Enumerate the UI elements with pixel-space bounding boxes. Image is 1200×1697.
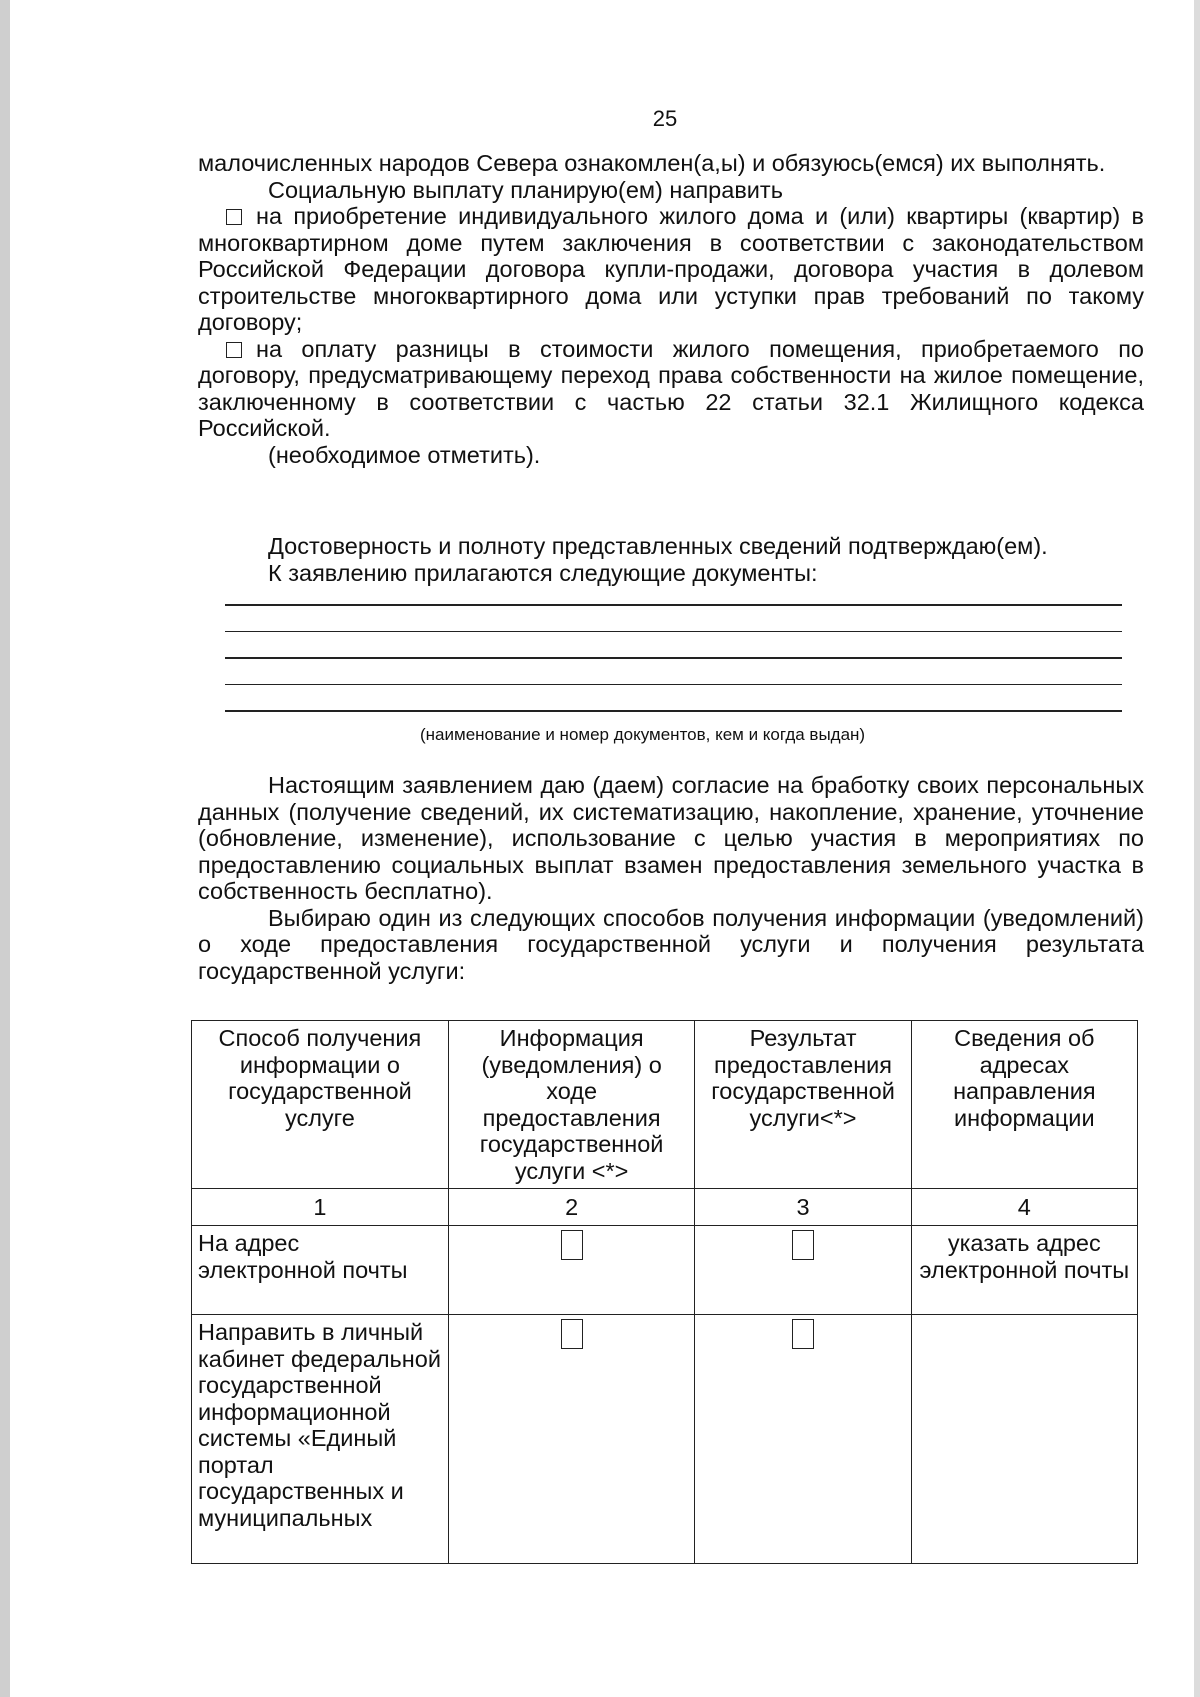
email-notifications-checkbox[interactable] — [561, 1230, 583, 1260]
scan-edge-left — [0, 0, 10, 1697]
documents-line[interactable] — [225, 604, 1122, 606]
email-result-checkbox[interactable] — [792, 1230, 814, 1260]
portal-result-cell — [695, 1315, 911, 1564]
documents-heading: К заявлению прилагаются следующие документы: — [268, 559, 818, 586]
option-purchase-checkbox[interactable] — [226, 209, 242, 225]
email-notifications-cell — [448, 1226, 695, 1315]
header-result: Результат предоставления государственной услуги<*> — [695, 1021, 911, 1189]
scan-edge-right — [1194, 0, 1200, 1697]
table-row — [192, 1315, 1138, 1564]
consent-section — [198, 772, 1144, 984]
confirm-section — [198, 533, 1144, 586]
option-purchase — [198, 203, 1144, 336]
option-difference — [198, 336, 1144, 442]
portal-notifications-checkbox[interactable] — [561, 1319, 583, 1349]
portal-address-field[interactable] — [911, 1315, 1137, 1564]
header-notifications: Информация (уведомления) о ходе предоставления государственной услуги <*> — [448, 1021, 695, 1189]
consent-paragraph: Настоящим заявлением даю (даем) согласие на бработку своих персональных данных (получение сведений, их систематизацию, накопление, хранение, уточнение (обновление, изменение), использование с целью участия в мероприятиях по предоставлению социальных выплат взамен предоставления земельного участка в собственность бесплатно). — [198, 772, 1144, 904]
method-portal: Направить в личный кабинет федеральной государственной информационной системы «Единый портал государственных и муниципальных — [192, 1315, 449, 1564]
column-number: 1 — [192, 1189, 449, 1226]
documents-caption: (наименование и номер документов, кем и когда выдан) — [420, 725, 866, 744]
option-difference-text: на оплату разницы в стоимости жилого помещения, приобретаемого по договору, предусматривающему переход права собственности на жилое помещение, заключенному в соответствии с частью 22 статьи 32.1 Жилищного кодекса Российской. — [198, 335, 1144, 441]
confirm-line: Достоверность и полноту представленных сведений подтверждаю(ем). — [268, 533, 1048, 559]
option-difference-checkbox[interactable] — [226, 342, 242, 358]
email-result-cell — [695, 1226, 911, 1315]
documents-line[interactable] — [225, 631, 1122, 633]
method-email: На адрес электронной почты — [192, 1226, 449, 1315]
continuation-text: малочисленных народов Севера ознакомлен(а,ы) и обязуюсь(емся) их выполнять. — [198, 150, 1106, 176]
table-row — [192, 1226, 1138, 1315]
method-choice-paragraph: Выбираю один из следующих способов получения информации (уведомлений) о ходе предоставления государственной услуги и получения результата государственной услуги: — [198, 904, 1144, 984]
column-number-row — [192, 1189, 1138, 1226]
header-method: Способ получения информации о государственной услуге — [192, 1021, 449, 1189]
documents-fill-lines — [225, 604, 1122, 737]
page-number: 25 — [652, 106, 678, 131]
email-address-field[interactable]: указать адрес электронной почты — [911, 1226, 1137, 1315]
direction-heading: Социальную выплату планирую(ем) направить — [268, 176, 783, 203]
methods-table — [191, 1020, 1138, 1564]
option-purchase-text: на приобретение индивидуального жилого дома и (или) квартиры (квартир) в многоквартирном доме путем заключения в соответствии с законодательством Российской Федерации договора купли-продажи, договора участия в долевом строительстве многоквартирного дома или уступки прав требований по такому договору; — [198, 203, 1144, 335]
intro-section — [198, 150, 1144, 468]
column-number: 2 — [448, 1189, 695, 1226]
column-number: 3 — [695, 1189, 911, 1226]
column-number: 4 — [911, 1189, 1137, 1226]
portal-result-checkbox[interactable] — [792, 1319, 814, 1349]
header-addresses: Сведения об адресах направления информации — [911, 1021, 1137, 1189]
documents-line[interactable] — [225, 710, 1122, 712]
note-text: (необходимое отметить). — [268, 441, 541, 468]
portal-notifications-cell — [448, 1315, 695, 1564]
documents-line[interactable] — [225, 657, 1122, 659]
table-header-row — [192, 1021, 1138, 1189]
documents-line[interactable] — [225, 684, 1122, 686]
